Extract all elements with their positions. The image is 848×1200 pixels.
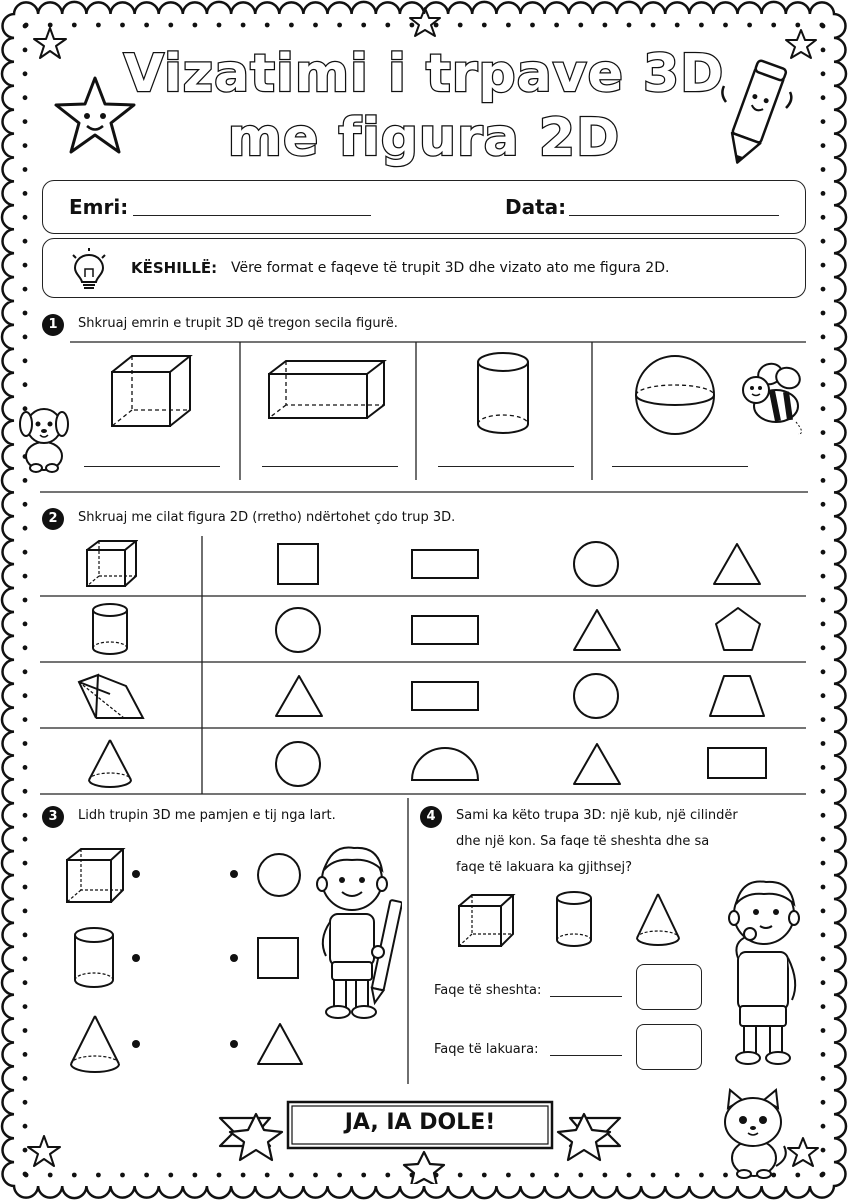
rectangle-option[interactable] <box>410 614 480 646</box>
q1-answer-field[interactable] <box>438 466 574 467</box>
tip-box <box>42 238 806 298</box>
cube-shape <box>456 892 516 948</box>
question-3-number: 3 <box>42 806 64 828</box>
circle-option[interactable] <box>274 606 322 654</box>
q1-answer-field[interactable] <box>262 466 398 467</box>
name-field[interactable] <box>133 215 371 216</box>
semicircle-option[interactable] <box>410 746 480 782</box>
cube-shape <box>84 538 138 588</box>
right-connect-dot[interactable] <box>228 952 240 964</box>
banner-text: JA, IA DOLE! <box>344 1110 496 1135</box>
tip-text: Vëre format e faqeve të trupit 3D dhe vizato ato me figura 2D. <box>231 260 670 276</box>
q1-answer-field[interactable] <box>612 466 748 467</box>
right-connect-dot[interactable] <box>228 1038 240 1050</box>
circle-option[interactable] <box>572 672 620 720</box>
triangle-option[interactable] <box>572 608 622 652</box>
rectangle-option[interactable] <box>410 548 480 580</box>
right-connect-dot[interactable] <box>228 868 240 880</box>
triangle-option[interactable] <box>274 674 324 718</box>
flat-faces-answer-box[interactable] <box>636 964 702 1010</box>
question-1-text: Shkruaj emrin e trupit 3D që tregon secila figurë. <box>78 316 398 331</box>
left-connect-dot[interactable] <box>130 952 142 964</box>
curved-faces-label: Faqe të lakuara: <box>434 1042 539 1057</box>
cylinder-shape <box>90 602 130 658</box>
curved-faces-answer-box[interactable] <box>636 1024 702 1070</box>
puppy-icon <box>14 398 72 474</box>
question-4-text-line-3: faqe të lakuara ka gjithsej? <box>456 860 633 875</box>
square-option[interactable] <box>276 542 320 586</box>
name-date-box <box>42 180 806 234</box>
tip-label: KËSHILLË: <box>131 259 218 277</box>
cone-shape <box>86 738 134 790</box>
name-label: Emri: <box>69 195 129 219</box>
question-4-number: 4 <box>420 806 442 828</box>
title-line-1: Vizatimi i trpave 3D <box>123 44 725 104</box>
question-2-number: 2 <box>42 508 64 530</box>
question-4-text-line-2: dhe një kon. Sa faqe të sheshta dhe sa <box>456 834 710 849</box>
star-icon <box>26 1134 62 1170</box>
triangle-option[interactable] <box>712 542 762 586</box>
cone-shape <box>68 1014 122 1076</box>
sphere-shape <box>632 352 718 438</box>
cylinder-shape <box>554 890 594 950</box>
triangle-top-view <box>256 1022 304 1066</box>
thinking-boy-icon <box>724 872 808 1068</box>
q1-answer-field[interactable] <box>84 466 220 467</box>
triangular-prism-shape <box>76 672 146 722</box>
title-line-2: me figura 2D <box>227 108 621 168</box>
cube-shape <box>64 846 126 904</box>
kitten-icon <box>716 1088 790 1180</box>
question-4-text-line-1: Sami ka këto trupa 3D: një kub, një cilindër <box>456 808 738 823</box>
cube-shape <box>108 354 194 430</box>
circle-option[interactable] <box>274 740 322 788</box>
date-label: Data: <box>505 195 567 219</box>
cone-shape <box>634 892 682 948</box>
question-3-text: Lidh trupin 3D me pamjen e tij nga lart. <box>78 808 336 823</box>
cylinder-shape <box>72 926 116 992</box>
rectangle-option[interactable] <box>706 746 768 780</box>
rectangular-prism-shape <box>266 358 388 422</box>
circle-top-view <box>256 852 302 898</box>
bee-icon <box>736 360 814 436</box>
star-icon <box>786 1136 820 1170</box>
triangle-option[interactable] <box>572 742 622 786</box>
rectangle-option[interactable] <box>410 680 480 712</box>
banner-decoration <box>200 1094 640 1184</box>
left-connect-dot[interactable] <box>130 868 142 880</box>
date-field[interactable] <box>569 215 779 216</box>
cylinder-shape <box>474 350 532 438</box>
square-top-view <box>256 936 300 980</box>
star-icon <box>408 6 442 40</box>
pentagon-option[interactable] <box>714 606 762 652</box>
trapezoid-option[interactable] <box>708 674 766 718</box>
question-1-number: 1 <box>42 314 64 336</box>
section-divider <box>406 798 410 1084</box>
circle-option[interactable] <box>572 540 620 588</box>
lightbulb-icon <box>69 247 109 291</box>
question-2-text: Shkruaj me cilat figura 2D (rretho) ndërtohet çdo trup 3D. <box>78 510 456 525</box>
curved-faces-field[interactable] <box>550 1055 622 1056</box>
flat-faces-field[interactable] <box>550 996 622 997</box>
left-connect-dot[interactable] <box>130 1038 142 1050</box>
boy-with-pencil-icon <box>312 840 402 1026</box>
flat-faces-label: Faqe të sheshta: <box>434 983 542 998</box>
